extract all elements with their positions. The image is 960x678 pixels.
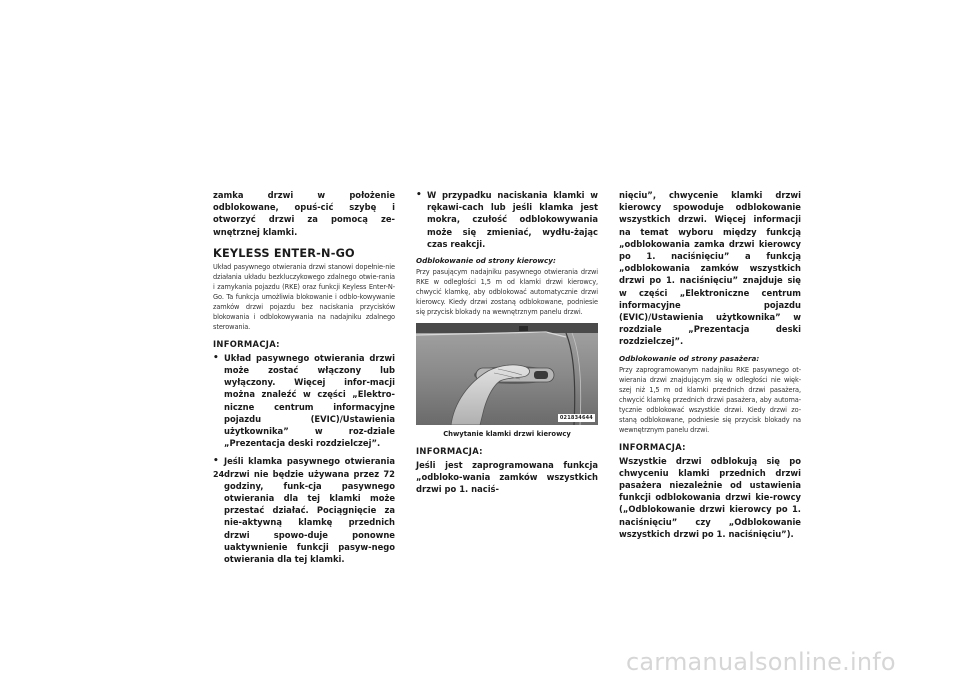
- info-text: Wszystkie drzwi odblokują się po chwyceniu klamki przednich drzwi pasażera niezależnie od ustawienia funkcji odblokowania drzwi kie-rowcy („Odblokowanie drzwi kierowcy po 1. naciśnięciu” czy „Odblokowanie wszystkich drzwi po 1. naciśnięciu”).: [619, 455, 801, 539]
- info-bullet-list: [213, 352, 395, 565]
- passenger-unlock-text: Przy zaprogramowanym nadajniku RKE pasywnego ot-wierania drzwi znajdującym się w odległości nie więk-szej niż 1,5 m od klamki przednich drzwi pasażera, chwycić klamkę przednich drzwi pasażera, aby automa-tycznie odblokować wszystkie drzwi. Kiedy drzwi zo-staną odblokowane, podniesie się przycisk blokady na wewnętrznym panelu drzwi.: [619, 365, 801, 434]
- info-bullet: • Układ pasywnego otwierania drzwi może zostać włączony lub wyłączony. Więcej infor-macji można znaleźć w części „Elektro-niczne centrum informacyjne pojazdu (EVIC)/Ustawienia użytkownika” w roz-dziale „Prezentacja deski rozdzielczej”.: [213, 352, 395, 450]
- intro-paragraph: zamka drzwi w położenie odblokowane, opuś-cić szybę i otworzyć drzwi za pomocą ze-wnętrznej klamki.: [213, 190, 395, 237]
- info-bullet: • W przypadku naciskania klamki w rękawi-cach lub jeśli klamka jest mokra, czułość odblokowywania może się zmieniać, wydłu-żając czas reakcji.: [416, 189, 598, 250]
- bullet-list: [416, 189, 598, 250]
- info-heading: INFORMACJA:: [416, 446, 483, 457]
- info-text: Jeśli jest zaprogramowana funkcja „odbloko-wania zamków wszystkich drzwi po 1. naciś-: [416, 460, 598, 495]
- door-handle-illustration: [416, 323, 598, 425]
- column-right: [619, 189, 801, 540]
- section-heading: KEYLESS ENTER-N-GO: [213, 246, 355, 260]
- column-left: [213, 189, 395, 571]
- info-heading: INFORMACJA:: [619, 441, 686, 452]
- info-text-continued: nięciu”, chwycenie klamki drzwi kierowcy spowoduje odblokowanie wszystkich drzwi. Więcej informacji na temat wyboru między funkcją „odblokowania zamka drzwi kierowcy po 1. naciśnięciu” a funkcją „odblokowania zamków wszystkich drzwi po 1. naciśnięciu” znajduje się w części „Elektroniczne centrum informacyjne pojazdu (EVIC)/Ustawienia użytkownika” w rozdziale „Prezentacja deski rozdzielczej”.: [619, 190, 801, 347]
- subheading-driver: Odblokowanie od strony kierowcy:: [416, 256, 556, 266]
- figure-code: 021834644: [559, 415, 593, 422]
- section-body: Układ pasywnego otwierania drzwi stanowi dopełnie-nie działania układu bezkluczykowego zdalnego otwie-rania i zamykania pojazdu (RKE) oraz funkcji Keyless Enter-N-Go. Ta funkcja umożliwia blokowanie i odblo-kowywanie zamków drzwi pojazdu bez naciskania przycisków blokowania i odblokowywania na nadajniku zdalnego sterowania.: [213, 262, 395, 331]
- watermark: carmanualsonline.info: [626, 648, 896, 676]
- column-middle: [416, 189, 598, 496]
- page-number: 24: [213, 470, 225, 479]
- figure-caption: Chwytanie klamki drzwi kierowcy: [443, 430, 571, 439]
- info-heading: INFORMACJA:: [213, 338, 280, 349]
- driver-unlock-text: Przy pasującym nadajniku pasywnego otwierania drzwi RKE w odległości 1,5 m od klamki drzwi kierowcy, chwycić klamkę, aby odblokować automatycznie drzwi kierowcy. Kiedy drzwi zostaną odblokowane, podniesie się przycisk blokady na wewnętrznym panelu drzwi.: [416, 268, 598, 317]
- door-handle-figure: [416, 323, 598, 425]
- info-bullet: • Jeśli klamka pasywnego otwierania drzwi nie będzie używana przez 72 godziny, funk-cja pasywnego otwierania dla tej klamki może przestać działać. Pociągnięcie za nie-aktywną klamkę przednich drzwi spowo-duje ponowne uaktywnienie funkcji pasyw-nego otwierania dla tej klamki.: [213, 455, 395, 565]
- subheading-passenger: Odblokowanie od strony pasażera:: [619, 353, 760, 363]
